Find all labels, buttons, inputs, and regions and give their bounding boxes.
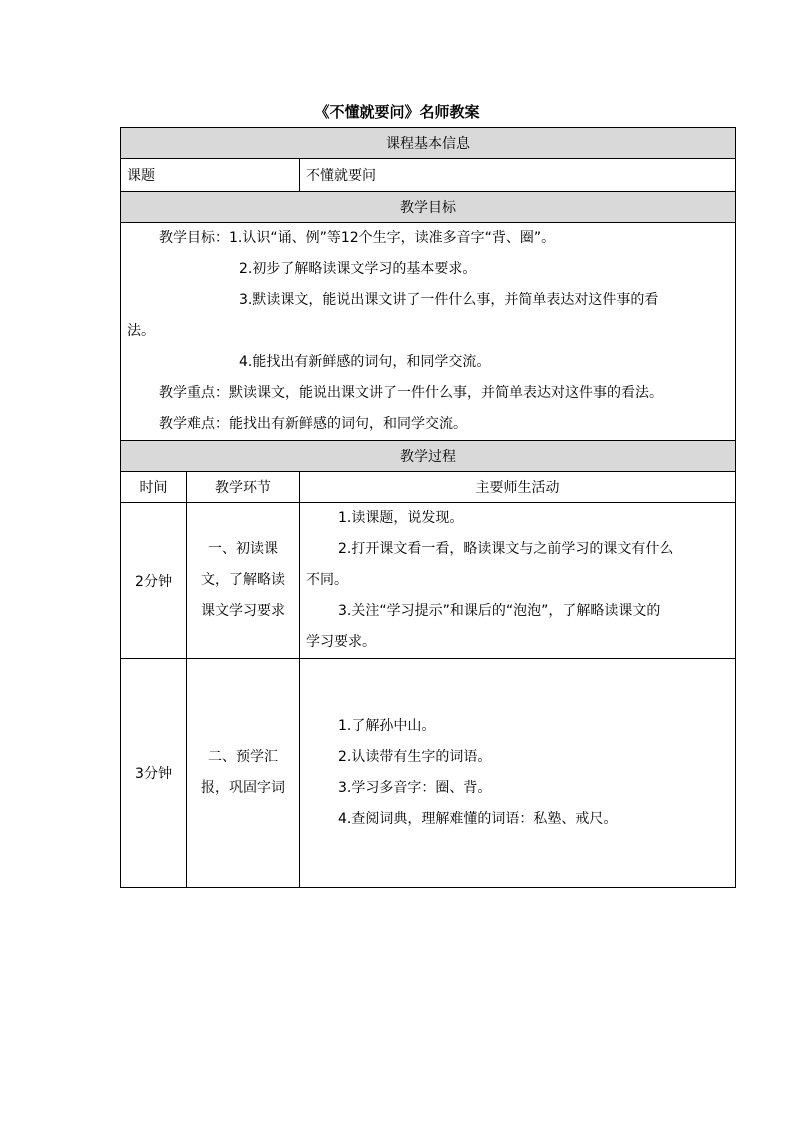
document-title: 《不懂就要问》名师教案 bbox=[314, 103, 480, 121]
goal-line-4: 4.能找出有新鲜感的词句，和同学交流。 bbox=[239, 354, 491, 370]
row-stage bbox=[187, 503, 300, 659]
goal-line-3-cont: 法。 bbox=[127, 323, 155, 339]
activity-line: 4.查阅词典，理解难懂的词语：私塾、戒尺。 bbox=[338, 811, 618, 827]
stage-line: 二、预学汇 bbox=[208, 749, 278, 765]
stage-line: 报，巩固字词 bbox=[201, 780, 285, 796]
goals-content bbox=[121, 223, 736, 441]
goals-header-row bbox=[121, 192, 736, 223]
process-column-headers bbox=[121, 472, 736, 503]
goals-header: 教学目标 bbox=[121, 192, 736, 223]
basic-info-header-row bbox=[121, 128, 736, 159]
activity-line: 1.了解孙中山。 bbox=[338, 718, 436, 734]
column-header-time: 时间 bbox=[121, 472, 187, 503]
goal-line-3: 3.默读课文，能说出课文讲了一件什么事，并简单表达对这件事的看 bbox=[239, 292, 659, 308]
activity-line: 1.读课题，说发现。 bbox=[338, 510, 464, 526]
lesson-plan-table bbox=[120, 127, 736, 888]
table-row bbox=[121, 503, 736, 659]
goal-line-1: 教学目标：1.认识“诵、例”等12个生字，读准多音字“背、圈”。 bbox=[159, 230, 556, 246]
row-activities bbox=[300, 659, 736, 888]
goals-row bbox=[121, 223, 736, 441]
column-header-stage: 教学环节 bbox=[187, 472, 300, 503]
process-header: 教学过程 bbox=[121, 441, 736, 472]
row-time: 3分钟 bbox=[121, 659, 187, 888]
difficulty-point: 教学难点：能找出有新鲜感的词句，和同学交流。 bbox=[159, 416, 467, 432]
table-row bbox=[121, 659, 736, 888]
stage-line: 课文学习要求 bbox=[201, 603, 285, 619]
activity-line: 2.认读带有生字的词语。 bbox=[338, 749, 492, 765]
activity-line: 3.关注“学习提示”和课后的“泡泡”，了解略读课文的 bbox=[338, 603, 661, 619]
topic-value: 不懂就要问 bbox=[300, 159, 736, 192]
activity-line: 不同。 bbox=[306, 572, 348, 588]
activity-line: 2.打开课文看一看，略读课文与之前学习的课文有什么 bbox=[338, 541, 674, 557]
activity-line: 学习要求。 bbox=[306, 634, 376, 650]
column-header-activity: 主要师生活动 bbox=[300, 472, 736, 503]
key-point: 教学重点：默读课文，能说出课文讲了一件什么事，并简单表达对这件事的看法。 bbox=[159, 385, 663, 401]
topic-label: 课题 bbox=[121, 159, 300, 192]
process-header-row bbox=[121, 441, 736, 472]
topic-row bbox=[121, 159, 736, 192]
row-time: 2分钟 bbox=[121, 503, 187, 659]
row-stage bbox=[187, 659, 300, 888]
activity-line: 3.学习多音字：圈、背。 bbox=[338, 780, 492, 796]
row-activities bbox=[300, 503, 736, 659]
stage-line: 一、初读课 bbox=[208, 541, 278, 557]
stage-line: 文，了解略读 bbox=[201, 572, 285, 588]
goal-line-2: 2.初步了解略读课文学习的基本要求。 bbox=[239, 261, 477, 277]
basic-info-header: 课程基本信息 bbox=[121, 128, 736, 159]
